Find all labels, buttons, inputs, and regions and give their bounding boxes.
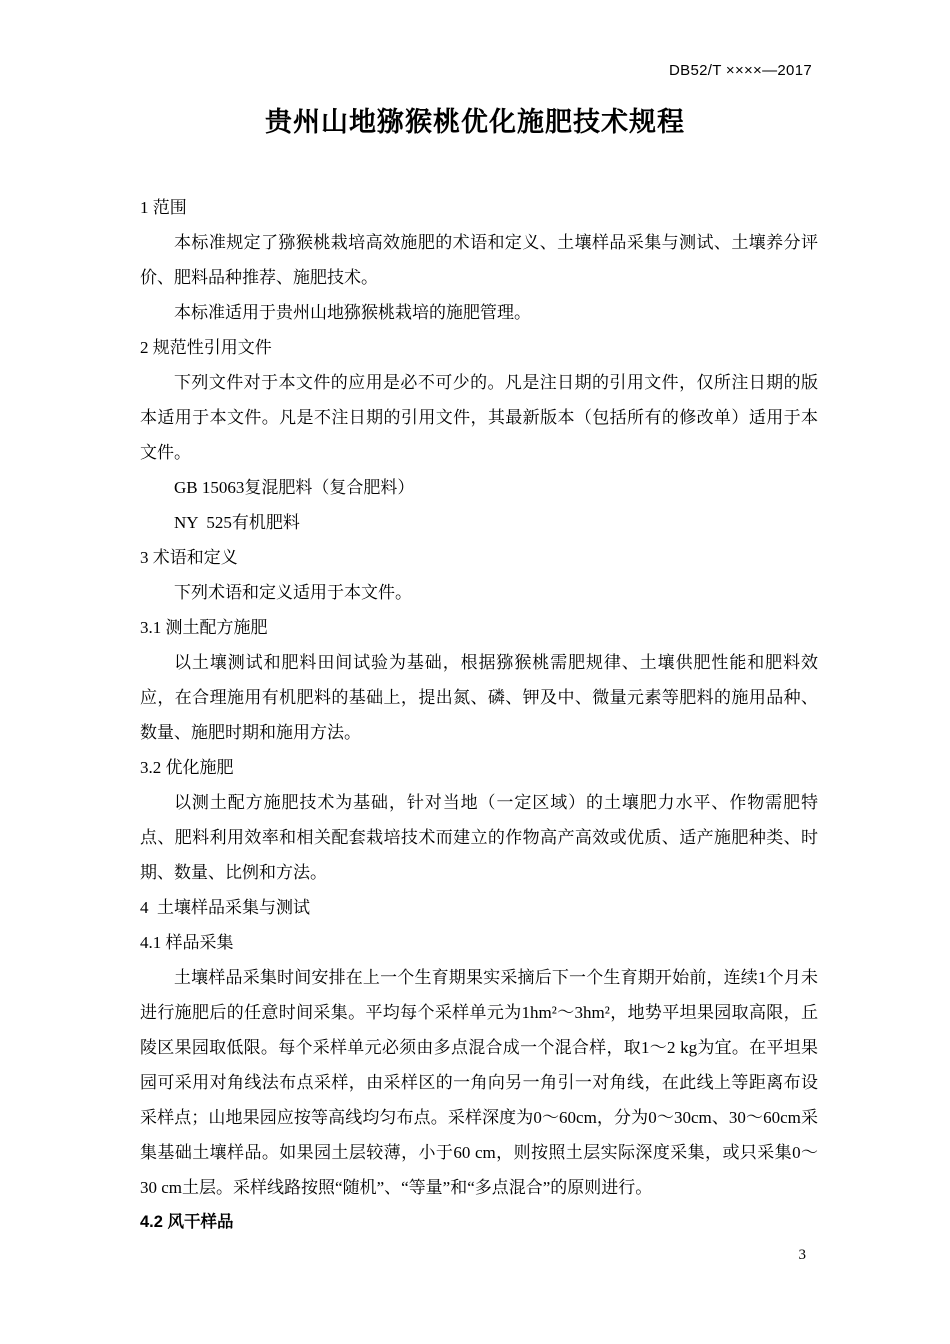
page-number: 3 [798,1247,806,1263]
document-body [140,190,818,1240]
paragraph: 本标准规定了猕猴桃栽培高效施肥的术语和定义、土壤样品采集与测试、土壤养分评价、肥料品种推荐、施肥技术。 [140,233,818,287]
paragraph: 土壤样品采集时间安排在上一个生育期果实采摘后下一个生育期开始前，连续1个月未进行施肥后的任意时间采集。平均每个采样单元为1hm²～3hm²，地势平坦果园取高限，丘陵区果园取低限。每个采样单元必须由多点混合成一个混合样，取1～2 kg为宜。在平坦果园可采用对角线法布点采样，由采样区的一角向另一角引一对角线，在此线上等距离布设采样点；山地果园应按等高线均匀布点。采样深度为0～60cm，分为0～30cm、30～60cm采集基础土壤样品。如果园土层较薄，小于60 cm，则按照土层实际深度采集，或只采集0～30 cm土层。采样线路按照“随机”、“等量”和“多点混合”的原则进行。 [140,968,818,1197]
document-code: DB52/T ××××—2017 [669,62,812,79]
paragraph: 以测土配方施肥技术为基础，针对当地（一定区域）的土壤肥力水平、作物需肥特点、肥料利用效率和相关配套栽培技术而建立的作物高产高效或优质、适产施肥种类、时期、数量、比例和方法。 [140,793,818,882]
section-heading: 1 范围 [140,198,187,217]
paragraph: 下列术语和定义适用于本文件。 [174,583,412,602]
document-title: 贵州山地猕猴桃优化施肥技术规程 [265,107,685,137]
section-heading: 3 术语和定义 [140,548,238,567]
reference-line: NY 525有机肥料 [174,513,300,532]
section-heading: 3.1 测土配方施肥 [140,618,268,637]
section-heading: 4 土壤样品采集与测试 [140,898,310,917]
paragraph: 本标准适用于贵州山地猕猴桃栽培的施肥管理。 [174,303,531,322]
paragraph: 下列文件对于本文件的应用是必不可少的。凡是注日期的引用文件，仅所注日期的版本适用于本文件。凡是不注日期的引用文件，其最新版本（包括所有的修改单）适用于本文件。 [140,373,818,462]
reference-line: GB 15063复混肥料（复合肥料） [174,478,415,497]
section-heading: 3.2 优化施肥 [140,758,234,777]
section-heading: 2 规范性引用文件 [140,338,272,357]
section-heading: 4.2 风干样品 [140,1213,234,1231]
paragraph: 以土壤测试和肥料田间试验为基础，根据猕猴桃需肥规律、土壤供肥性能和肥料效应，在合理施用有机肥料的基础上，提出氮、磷、钾及中、微量元素等肥料的施用品种、数量、施肥时期和施用方法。 [140,653,818,742]
section-heading: 4.1 样品采集 [140,933,234,952]
